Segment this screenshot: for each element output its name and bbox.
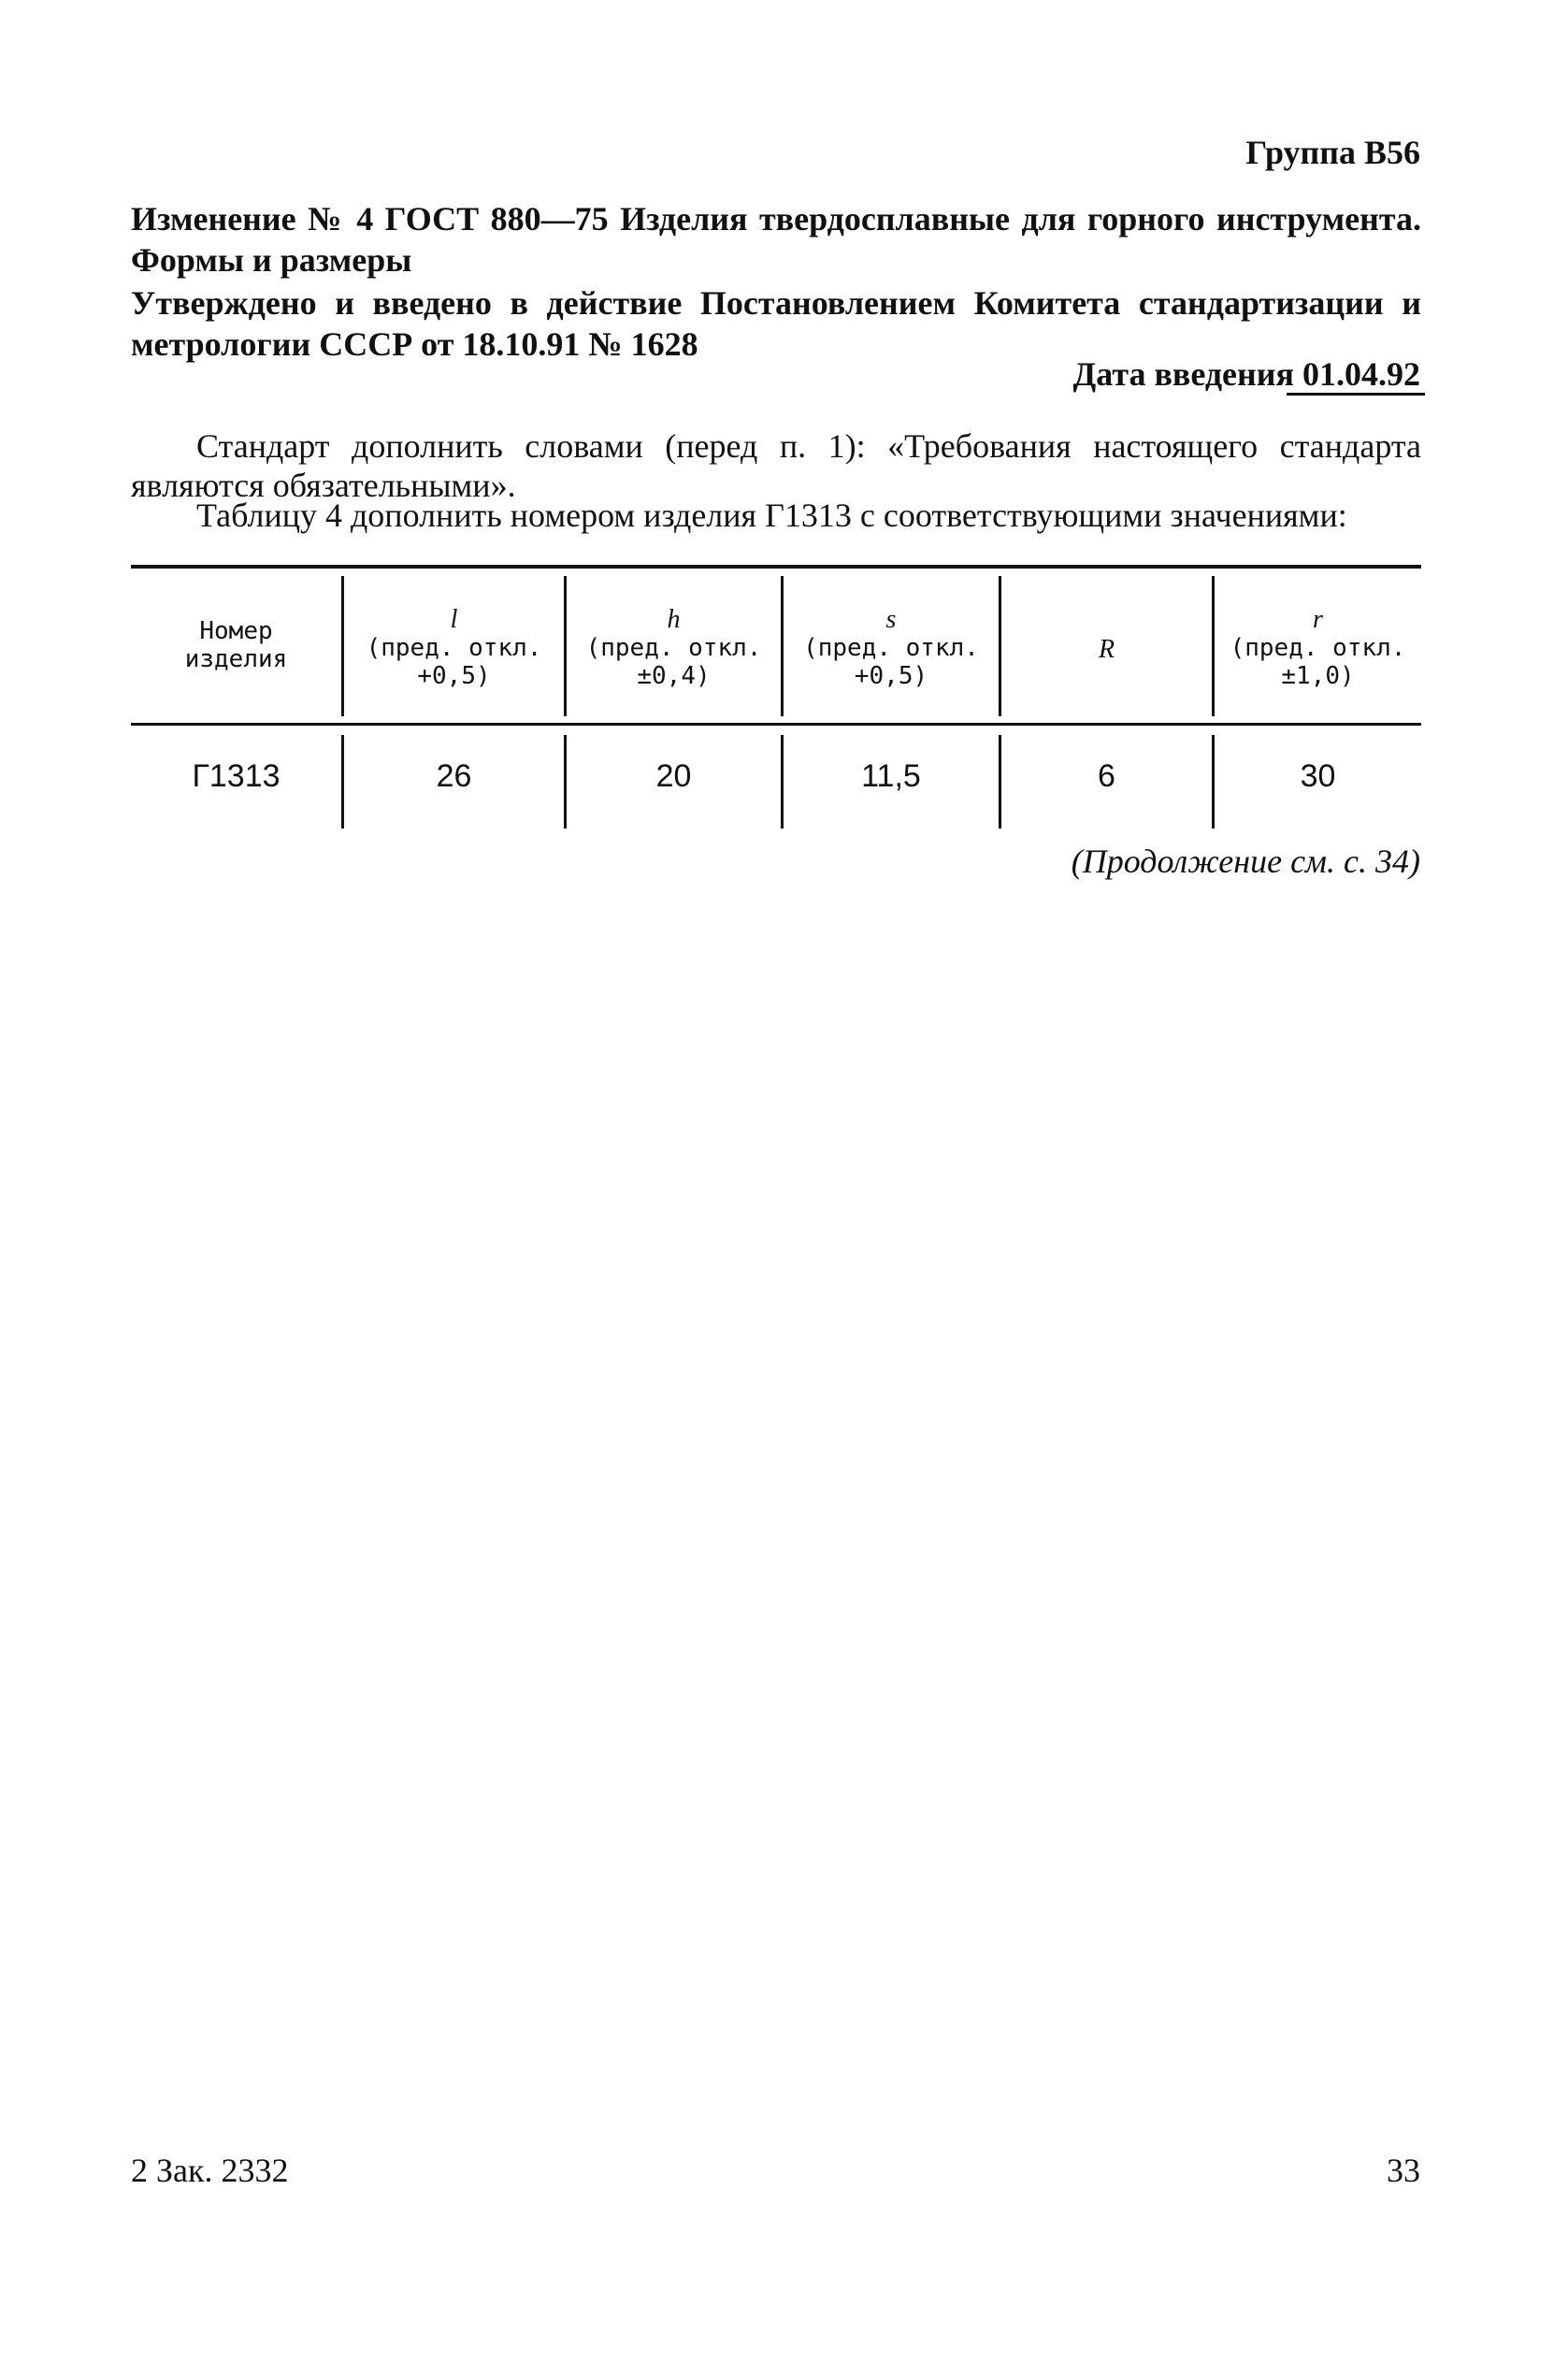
table-cell-s: 11,5 [861,758,921,794]
header-symbol: s [885,605,897,634]
approval-statement: Утверждено и введено в действие Постановлением Комитета стандартизации и метрологии СССР от 18.10.91 № 1628 [131,284,1421,363]
header-line: ±0,4) [637,662,711,690]
date-underline [1287,393,1425,396]
header-symbol: h [667,605,681,634]
paragraph-table-addition: Таблицу 4 дополнить номером изделия Г1313 с соответствующими значениями: [196,497,1347,534]
table-cell-r: 30 [1300,758,1336,794]
header-line: +0,5) [417,662,491,690]
table-cell-l: 26 [436,758,472,794]
order-number: 2 Зак. 2332 [131,2152,289,2189]
table-header-R [1001,636,1212,664]
page-number: 33 [1387,2152,1420,2189]
amendment-title: Изменение № 4 ГОСТ 880—75 Изделия твердосплавные для горного инструмента. Формы и размеры [131,200,1421,279]
continuation-note: (Продолжение см. с. 34) [1071,843,1420,880]
table-header-rule [131,723,1421,726]
header-line: (пред. откл. [1230,634,1406,662]
table-top-rule [131,565,1421,569]
classification-group: Группа В56 [1245,134,1420,171]
effective-date: Дата введения 01.04.92 [1072,355,1420,393]
header-line: (пред. откл. [366,634,542,662]
header-line: (пред. откл. [585,634,762,662]
header-line: изделия [184,645,288,673]
table-header-r [1215,606,1421,690]
header-symbol: R [1098,635,1115,664]
paragraph-standard-addition: Стандарт дополнить словами (перед п. 1): «Требования настоящего стандарта являются обязательными». [131,427,1421,504]
header-symbol: l [450,605,458,634]
header-line: ±1,0) [1281,662,1355,690]
table-cell-product-number: Г1313 [192,758,281,794]
header-line: +0,5) [854,662,928,690]
header-line: (пред. откл. [803,634,979,662]
table-cell-R: 6 [1098,758,1115,794]
table-header-h [567,606,781,690]
table-cell-h: 20 [655,758,692,794]
table-header-l [344,606,564,690]
header-line: Номер [199,617,273,645]
table-header-product-number [131,617,341,673]
header-symbol: r [1313,605,1323,634]
table-header-s [784,606,999,690]
